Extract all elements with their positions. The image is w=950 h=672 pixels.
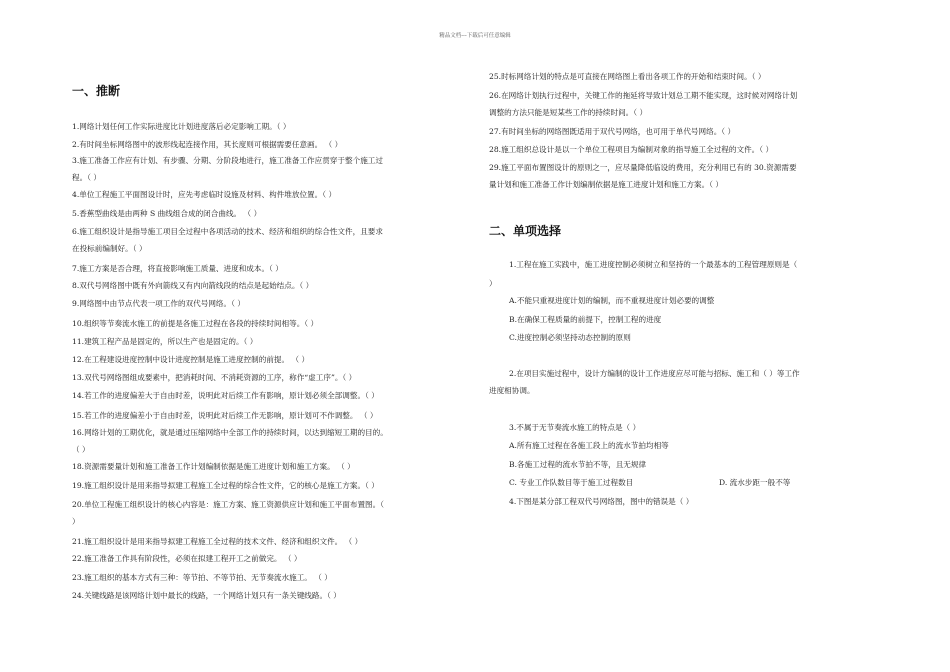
question-line: 25.时标网络计划的特点是可直接在网络图上看出各项工作的开始和结束时间。（ ） [489, 72, 766, 81]
question-line: 4.单位工程施工平面图设计时，应先考虑临时设施及材料、构件堆放位置。（ ） [72, 190, 337, 199]
question-line: 20.单位工程施工组织设计的核心内容是：施工方案、施工资源供应计划和施工平面布置图。（ [72, 500, 385, 509]
question-line: 29.施工平面布置图设计的原则之一，应尽量降低临设的费用，充分利用已有的 30.资源需要 [489, 163, 797, 172]
question-line: 3.不属于无节奏流水施工的特点是（ ） [509, 423, 641, 432]
question-line: 8.双代号网络图中既有外向箭线又有内向箭线段的结点是起始结点。（ ） [72, 281, 314, 290]
question-line: 11.建筑工程产品是固定的，所以生产也是固定的。（ ） [72, 337, 258, 346]
question-line: 13.双代号网络图组成要素中，把消耗时间、不消耗资源的工序，称作“虚工序”。（ ） [72, 373, 357, 382]
question-line: 2.有时间坐标网络图中的波形线起连接作用，其长度则可根据需要任意画。 （ ） [72, 140, 343, 149]
question-line: 4.下图是某分部工程双代号网络图，图中的错误是（ ） [509, 497, 694, 506]
question-line: 26.在网络计划执行过程中，关键工作的拖延将导致计划总工期不能实现，这时候对网络计划 [489, 91, 798, 100]
question-line: 12.在工程建设进度控制中设计进度控制是施工进度控制的前提。 （ ） [72, 355, 310, 364]
question-line: ） [489, 279, 497, 288]
question-line: 15.若工作的进度偏差小于自由时差，说明此对后续工作无影响，原计划可不作调整。 （ ） [72, 411, 378, 420]
question-line: 28.施工组织总设计是以一个单位工程项目为编制对象的指导施工全过程的文件。（ ） [489, 145, 774, 154]
question-line: 1.工程在施工实践中，施工进度控制必须树立和坚持的一个最基本的工程管理原则是（ [509, 260, 798, 269]
question-line: 2.在项目实施过程中，设计方编制的设计工作进度应尽可能与招标、施工和（ ）等工作 [509, 369, 800, 378]
question-line: 3.施工准备工作应有计划、有步骤、分期、分阶段地进行，施工准备工作应贯穿于整个施工过 [72, 156, 383, 165]
question-line: 6.施工组织设计是指导施工项目全过程中各项活动的技术、经济和组织的综合性文件，且要求 [72, 227, 383, 236]
question-line: A.所有施工过程在各施工段上的流水节拍均相等 [509, 441, 669, 450]
question-line: 1.网络计划任何工作实际进度比计划进度落后必定影响工期。（ ） [72, 122, 291, 131]
question-line: 16.网络计划的工期优化，就是通过压缩网络中全部工作的持续时间，以达到缩短工期的目的。 [72, 428, 388, 437]
question-line: B.在确保工程质量的前提下，控制工程的进度 [509, 315, 662, 324]
question-line: B.各施工过程的流水节拍不等，且无规律 [509, 460, 647, 469]
question-line: 调整的方法只能是短某些工作的持续时间。（ ） [489, 108, 648, 117]
question-line: 7.施工方案是否合理，将直接影响施工质量、进度和成本。（ ） [72, 264, 283, 273]
question-line: 23.施工组织的基本方式有三种：等节拍、不等节拍、无节奏流水施工。 （ ） [72, 573, 332, 582]
question-line: C. 专业工作队数目等于施工过程数目 [509, 478, 634, 487]
question-line: A.不能只重视进度计划的编制，而不重视进度计划必要的调整 [509, 296, 715, 305]
section-title-judgement: 一、推断 [72, 84, 121, 98]
question-line: D. 流水步距一般不等 [719, 478, 791, 487]
question-line: 10.组织等节奏流水施工的前提是各施工过程在各段的持续时间相等。（ ） [72, 319, 319, 328]
question-line: 22.施工准备工作具有阶段性，必须在拟建工程开工之前做完。 （ ） [72, 554, 302, 563]
question-line: ） [72, 517, 80, 526]
question-line: 进度相协调。 [489, 386, 535, 395]
question-line: 量计划和施工准备工作计划编制依据是施工进度计划和施工方案。（ ） [489, 180, 724, 189]
question-line: 程。（ ） [72, 173, 101, 182]
question-line: （ ） [72, 445, 90, 454]
page-header: 精品文档---下载后可任意编辑 [439, 33, 511, 39]
section-title-single-choice: 二、单项选择 [489, 224, 562, 238]
question-line: 5.香蕉型曲线是由两种 S 曲线组合成的闭合曲线。 （ ） [72, 209, 262, 218]
question-line: 14.若工作的进度偏差大于自由时差，说明此对后续工作有影响，原计划必须全部调整。（ ） [72, 391, 379, 400]
question-line: C.进度控制必须坚持动态控制的原则 [509, 333, 631, 342]
question-line: 18.资源需要量计划和施工准备工作计划编制依据是施工进度计划和施工方案。 （ ） [72, 462, 355, 471]
question-line: 27.有时间坐标的网络图既适用于双代号网络，也可用于单代号网络。（ ） [489, 127, 736, 136]
question-line: 19.施工组织设计是用来指导拟建工程施工全过程的综合性文件，它的核心是施工方案。（ ） [72, 481, 379, 490]
question-line: 21.施工组织设计是用来指导拟建工程施工全过程的技术文件、经济和组织文件。 （ ） [72, 537, 363, 546]
question-line: 9.网络图中由节点代表一项工作的双代号网络。（ ） [72, 299, 245, 308]
question-line: 24.关键线路是该网络计划中最长的线路，一个网络计划只有一条关键线路。（ ） [72, 591, 341, 600]
question-line: 在投标前编制好。（ ） [72, 244, 147, 253]
